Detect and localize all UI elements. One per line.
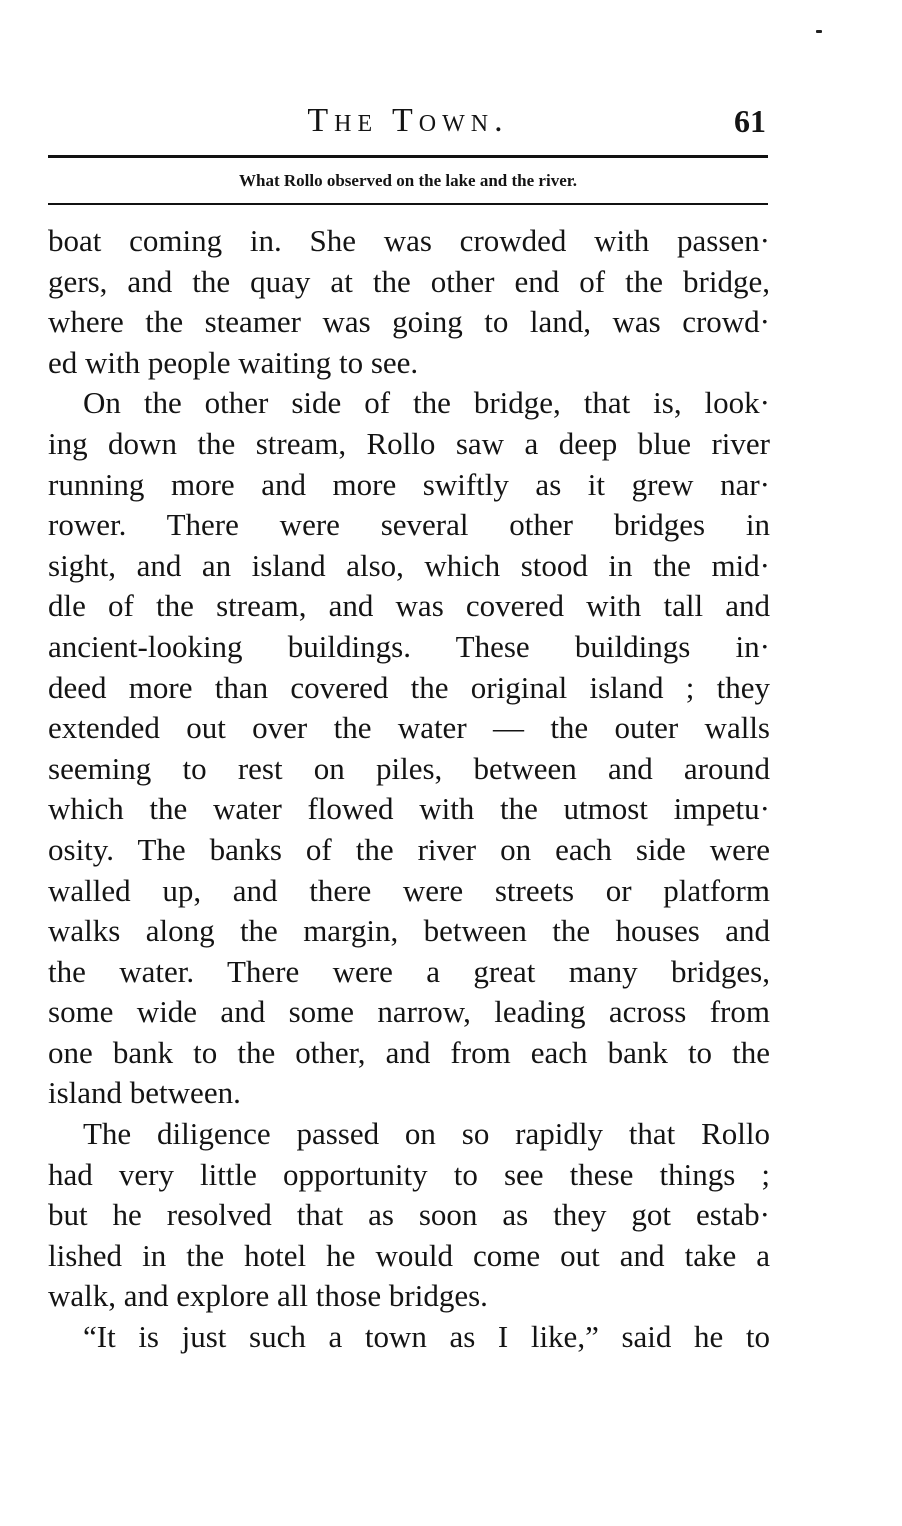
- text-line: sight, and an island also, which stood in the mid·: [48, 547, 770, 583]
- text-line: walks along the margin, between the houses and: [48, 913, 770, 949]
- text-line: had very little opportunity to see these things ;: [48, 1156, 770, 1192]
- text-line: gers, and the quay at the other end of the bridge,: [48, 263, 770, 299]
- text-line: lished in the hotel he would come out and take a: [48, 1237, 770, 1273]
- page-number: 61: [734, 103, 766, 139]
- text-line: seeming to rest on piles, between and around: [48, 750, 770, 786]
- text-line: “It is just such a town as I like,” said he to: [83, 1319, 770, 1355]
- running-title: The Town.: [307, 102, 509, 139]
- header-rule-bottom: [48, 203, 768, 205]
- text-line: dle of the stream, and was covered with tall and: [48, 588, 770, 624]
- text-line: rower. There were several other bridges in: [48, 507, 770, 543]
- text-line: ed with people waiting to see.: [48, 344, 419, 380]
- text-line: deed more than covered the original island ; they: [48, 669, 770, 705]
- text-line: island between.: [48, 1075, 241, 1111]
- text-line: boat coming in. She was crowded with passen·: [48, 223, 770, 258]
- text-line: walk, and explore all those bridges.: [48, 1278, 488, 1314]
- text-line: osity. The banks of the river on each side were: [48, 831, 770, 867]
- page-header: [48, 96, 768, 146]
- text-line: On the other side of the bridge, that is, look·: [83, 385, 770, 421]
- text-line: The diligence passed on so rapidly that Rollo: [83, 1116, 770, 1152]
- text-line: one bank to the other, and from each bank to the: [48, 1034, 770, 1070]
- text-line: which the water flowed with the utmost impetu·: [48, 791, 770, 827]
- body-text: [48, 221, 770, 1358]
- print-speck: [816, 30, 822, 33]
- text-line: but he resolved that as soon as they got estab·: [48, 1197, 770, 1233]
- chapter-subtitle: What Rollo observed on the lake and the river.: [239, 171, 577, 190]
- text-line: ing down the stream, Rollo saw a deep blue river: [48, 425, 770, 461]
- text-line: where the steamer was going to land, was crowd·: [48, 304, 770, 340]
- text-line: some wide and some narrow, leading across from: [48, 994, 770, 1030]
- text-line: walled up, and there were streets or platform: [48, 872, 770, 908]
- text-line: running more and more swiftly as it grew nar·: [48, 466, 770, 502]
- text-line: the water. There were a great many bridges,: [48, 953, 770, 989]
- text-line: extended out over the water — the outer walls: [48, 710, 770, 746]
- header-rule-top: [48, 155, 768, 158]
- text-line: ancient-looking buildings. These buildings in·: [48, 628, 770, 664]
